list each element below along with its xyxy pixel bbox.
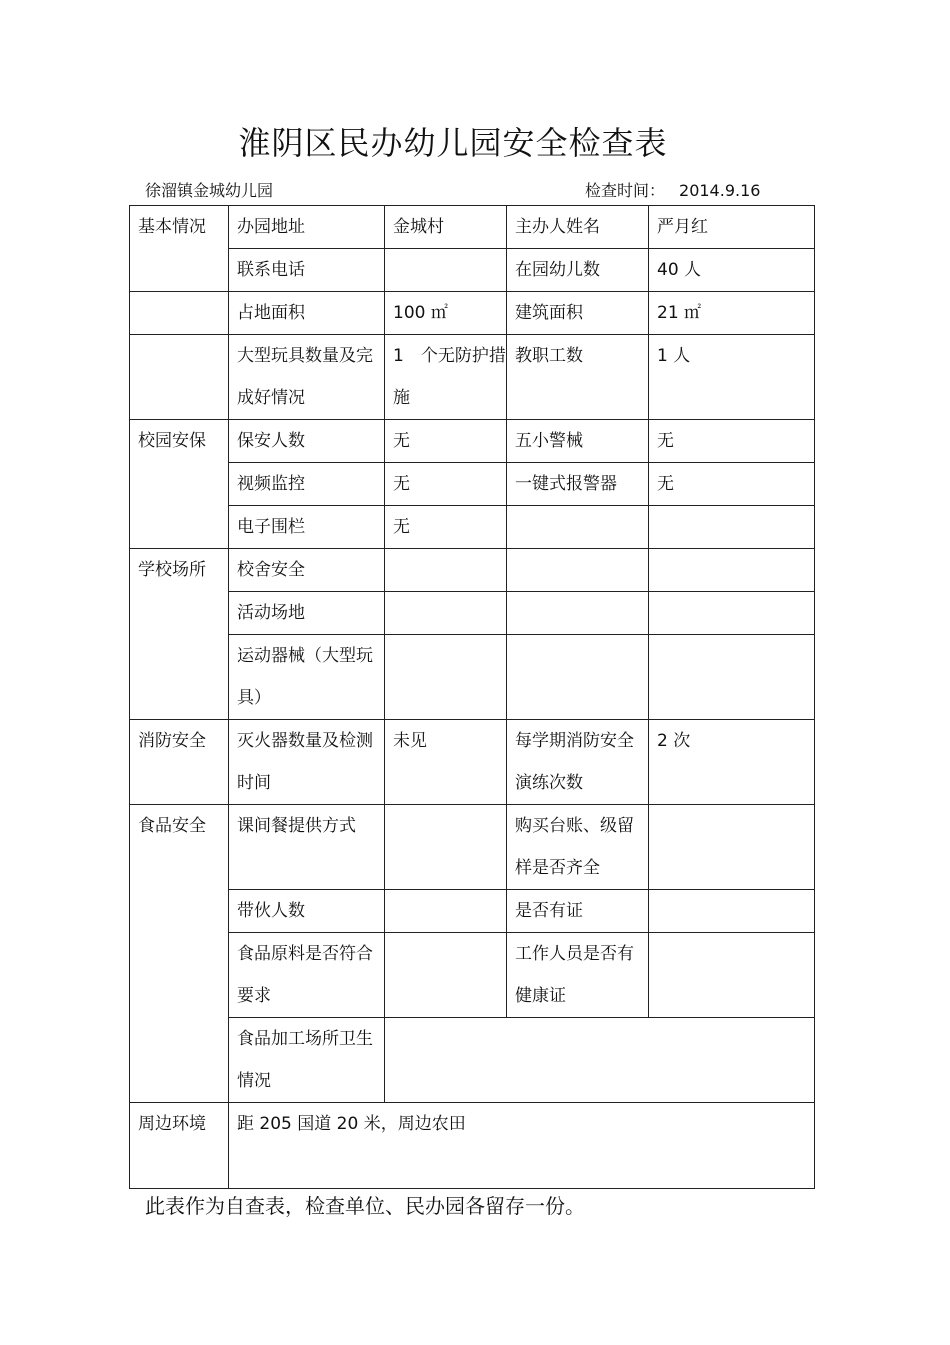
cell-empty <box>385 933 507 1018</box>
cell-label: 建筑面积 <box>507 292 649 335</box>
cell-value: 无 <box>649 463 815 506</box>
table-row <box>130 549 815 592</box>
section-label-fire: 消防安全 <box>130 720 229 805</box>
table-row <box>130 933 815 1018</box>
cell-label: 每学期消防安全演练次数 <box>507 720 649 805</box>
cell-value: 1 个无防护措施 <box>385 335 507 420</box>
inspection-time-label: 检查时间： <box>585 181 666 200</box>
section-label-food: 食品安全 <box>130 805 229 1103</box>
cell-value: 距 205 国道 20 米，周边农田 <box>229 1103 815 1189</box>
cell-empty <box>130 335 229 420</box>
cell-value: 40 人 <box>649 249 815 292</box>
cell-empty <box>649 805 815 890</box>
cell-empty <box>385 805 507 890</box>
cell-label: 办园地址 <box>229 206 385 249</box>
inspection-time <box>585 178 760 201</box>
cell-label: 食品原料是否符合要求 <box>229 933 385 1018</box>
section-label-surroundings: 周边环境 <box>130 1103 229 1189</box>
table-row <box>130 506 815 549</box>
cell-value: 无 <box>385 463 507 506</box>
cell-empty <box>507 506 649 549</box>
section-label-security: 校园安保 <box>130 420 229 549</box>
cell-value: 无 <box>385 420 507 463</box>
table-row <box>130 890 815 933</box>
section-label-premises: 学校场所 <box>130 549 229 720</box>
cell-empty <box>649 592 815 635</box>
cell-label: 电子围栏 <box>229 506 385 549</box>
cell-label: 教职工数 <box>507 335 649 420</box>
table-row <box>130 420 815 463</box>
table-row <box>130 249 815 292</box>
cell-value: 未见 <box>385 720 507 805</box>
cell-label: 购买台账、级留样是否齐全 <box>507 805 649 890</box>
cell-label: 占地面积 <box>229 292 385 335</box>
cell-empty <box>649 506 815 549</box>
table-row <box>130 592 815 635</box>
cell-label: 联系电话 <box>229 249 385 292</box>
section-label-basic: 基本情况 <box>130 206 229 292</box>
cell-label: 课间餐提供方式 <box>229 805 385 890</box>
cell-label: 大型玩具数量及完成好情况 <box>229 335 385 420</box>
cell-label: 灭火器数量及检测时间 <box>229 720 385 805</box>
cell-empty <box>507 549 649 592</box>
table-row <box>130 720 815 805</box>
cell-value: 无 <box>385 506 507 549</box>
cell-empty <box>385 592 507 635</box>
cell-value: 1 人 <box>649 335 815 420</box>
cell-label: 校舍安全 <box>229 549 385 592</box>
cell-value: 严月红 <box>649 206 815 249</box>
cell-label: 主办人姓名 <box>507 206 649 249</box>
table-row <box>130 1018 815 1103</box>
inspection-time-value: 2014.9.16 <box>679 181 761 200</box>
cell-empty <box>649 549 815 592</box>
cell-label: 是否有证 <box>507 890 649 933</box>
page-title: 淮阴区民办幼儿园安全检查表 <box>238 124 668 162</box>
cell-empty <box>507 635 649 720</box>
cell-value: 100 ㎡ <box>385 292 507 335</box>
table-row <box>130 335 815 420</box>
cell-label: 五小警械 <box>507 420 649 463</box>
cell-empty <box>507 592 649 635</box>
cell-label: 活动场地 <box>229 592 385 635</box>
cell-empty <box>130 292 229 335</box>
cell-label: 食品加工场所卫生情况 <box>229 1018 385 1103</box>
cell-empty <box>649 635 815 720</box>
cell-empty <box>385 549 507 592</box>
cell-empty <box>385 635 507 720</box>
cell-value: 21 ㎡ <box>649 292 815 335</box>
cell-label: 运动器械（大型玩具） <box>229 635 385 720</box>
table-row <box>130 1103 815 1189</box>
table-row <box>130 805 815 890</box>
cell-empty <box>385 1018 815 1103</box>
cell-label: 带伙人数 <box>229 890 385 933</box>
cell-label: 保安人数 <box>229 420 385 463</box>
table-row <box>130 463 815 506</box>
cell-value <box>385 249 507 292</box>
cell-label: 视频监控 <box>229 463 385 506</box>
cell-empty <box>385 890 507 933</box>
cell-label: 工作人员是否有健康证 <box>507 933 649 1018</box>
cell-empty <box>649 890 815 933</box>
table-row <box>130 635 815 720</box>
inspection-table <box>129 205 815 1189</box>
cell-empty <box>649 933 815 1018</box>
table-row <box>130 206 815 249</box>
cell-value: 金城村 <box>385 206 507 249</box>
cell-value: 无 <box>649 420 815 463</box>
cell-label: 在园幼儿数 <box>507 249 649 292</box>
school-name: 徐溜镇金城幼儿园 <box>145 181 274 200</box>
cell-label: 一键式报警器 <box>507 463 649 506</box>
cell-value: 2 次 <box>649 720 815 805</box>
table-row <box>130 292 815 335</box>
footnote: 此表作为自查表，检查单位、民办园各留存一份。 <box>145 1194 585 1218</box>
